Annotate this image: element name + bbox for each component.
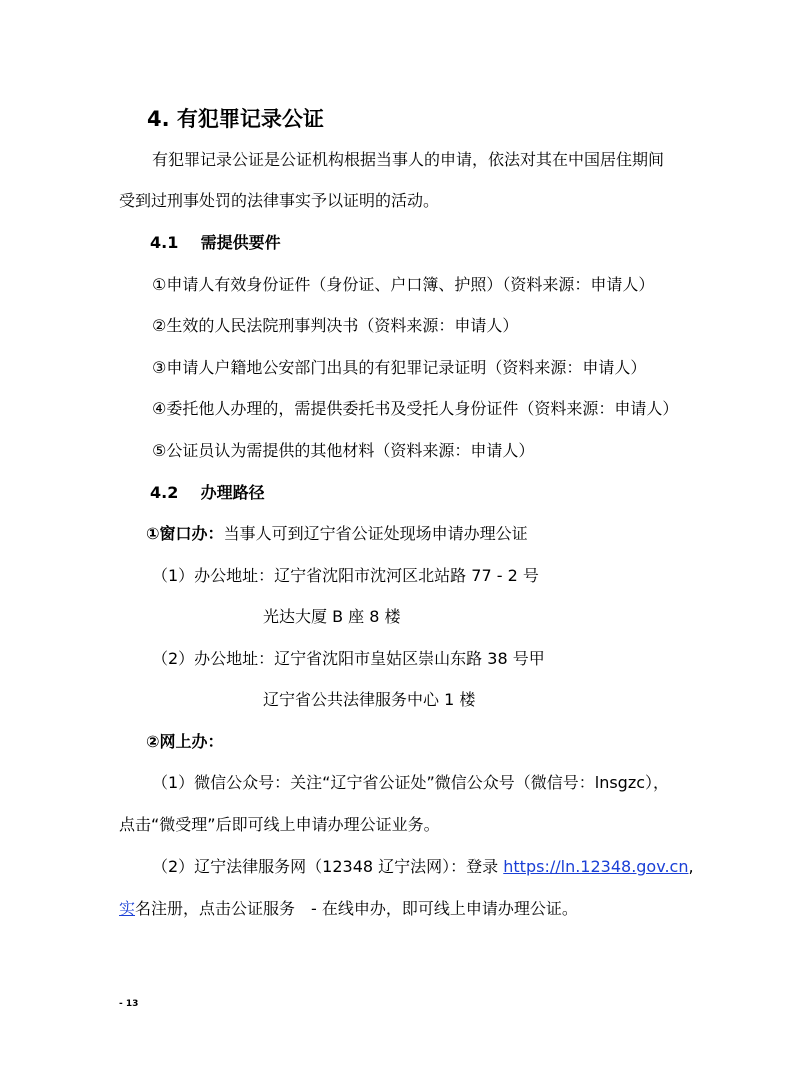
requirement-item: ③申请人户籍地公安部门出具的有犯罪记录证明（资料来源：申请人）	[152, 358, 647, 377]
wechat-line-1: （1）微信公众号：关注“辽宁省公证处”微信公众号（微信号：lnsgzc），	[152, 773, 670, 792]
website-suffix: ,	[688, 857, 694, 876]
requirement-item: ①申请人有效身份证件（身份证、户口簿、护照）（资料来源：申请人）	[152, 275, 655, 294]
window-service-text: 当事人可到辽宁省公证处现场申请办理公证	[223, 524, 528, 543]
page-number: - 13	[119, 999, 139, 1009]
address-2-line-1: （2）办公地址：辽宁省沈阳市皇姑区崇山东路 38 号甲	[152, 649, 545, 668]
window-service-line	[146, 524, 528, 544]
subsection-title: 需提供要件	[200, 233, 281, 252]
website-link[interactable]: https://ln.12348.gov.cn	[503, 857, 689, 876]
subsection-heading-requirements	[150, 233, 281, 253]
address-1-line-2: 光达大厦 B 座 8 楼	[263, 607, 401, 626]
address-2-line-2: 辽宁省公共法律服务中心 1 楼	[263, 690, 476, 709]
address-1-line-1: （1）办公地址：辽宁省沈阳市沈河区北站路 77 - 2 号	[152, 566, 539, 585]
intro-line-1: 有犯罪记录公证是公证机构根据当事人的申请，依法对其在中国居住期间	[152, 150, 665, 169]
website-prefix: （2）辽宁法律服务网（12348 辽宁法网）：登录	[152, 857, 504, 876]
subsection-number: 4.2	[150, 483, 179, 502]
website-line-2	[119, 899, 578, 919]
website-line-2-text: 名注册，点击公证服务 - 在线申办，即可线上申请办理公证。	[135, 899, 578, 918]
subsection-title: 办理路径	[200, 483, 265, 502]
subsection-heading-process	[150, 483, 265, 503]
wechat-line-2: 点击“微受理”后即可线上申请办理公证业务。	[119, 815, 440, 834]
online-service-label: ②网上办：	[146, 732, 224, 751]
section-title: 4. 有犯罪记录公证	[147, 107, 324, 131]
requirement-item: ④委托他人办理的，需提供委托书及受托人身份证件（资料来源：申请人）	[152, 399, 679, 418]
subsection-number: 4.1	[150, 233, 179, 252]
requirement-item: ②生效的人民法院刑事判决书（资料来源：申请人）	[152, 316, 519, 335]
website-line-1	[152, 857, 694, 877]
window-service-label: ①窗口办：	[146, 524, 224, 543]
requirement-item: ⑤公证员认为需提供的其他材料（资料来源：申请人）	[152, 441, 535, 460]
intro-line-2: 受到过刑事处罚的法律事实予以证明的活动。	[119, 191, 440, 210]
website-link-continued[interactable]: 实	[119, 899, 136, 918]
